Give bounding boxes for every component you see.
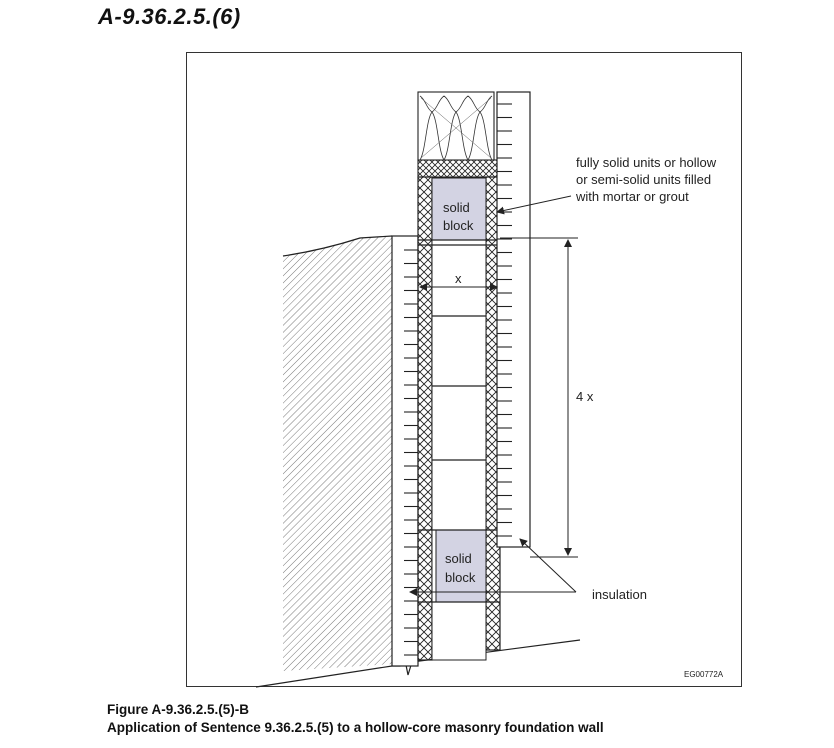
batt-insulation: [418, 92, 494, 160]
dimension-x-label: x: [455, 271, 462, 286]
solid-block-top-label-1: solid: [443, 200, 470, 215]
dimension-4x-label: 4 x: [576, 389, 594, 404]
insulation-label: insulation: [592, 587, 647, 602]
note-line-3: with mortar or grout: [576, 189, 689, 204]
drawing-code: EG00772A: [684, 670, 724, 679]
solid-block-bottom-label-1: solid: [445, 551, 472, 566]
page-heading: A-9.36.2.5.(6): [98, 4, 241, 29]
solid-block-bottom: [436, 530, 486, 602]
sill-plate: [418, 160, 500, 177]
solid-block-top-label-2: block: [443, 218, 474, 233]
note-line-1: fully solid units or hollow: [576, 155, 717, 170]
figure-caption: Application of Sentence 9.36.2.5.(5) to a hollow-core masonry foundation wall: [107, 720, 604, 735]
masonry-outer-face: [418, 177, 432, 660]
soil-fill: [283, 236, 392, 671]
note-line-2: or semi-solid units filled: [576, 172, 712, 187]
figure-number: Figure A-9.36.2.5.(5)-B: [107, 702, 250, 717]
solid-block-bottom-label-2: block: [445, 570, 476, 585]
